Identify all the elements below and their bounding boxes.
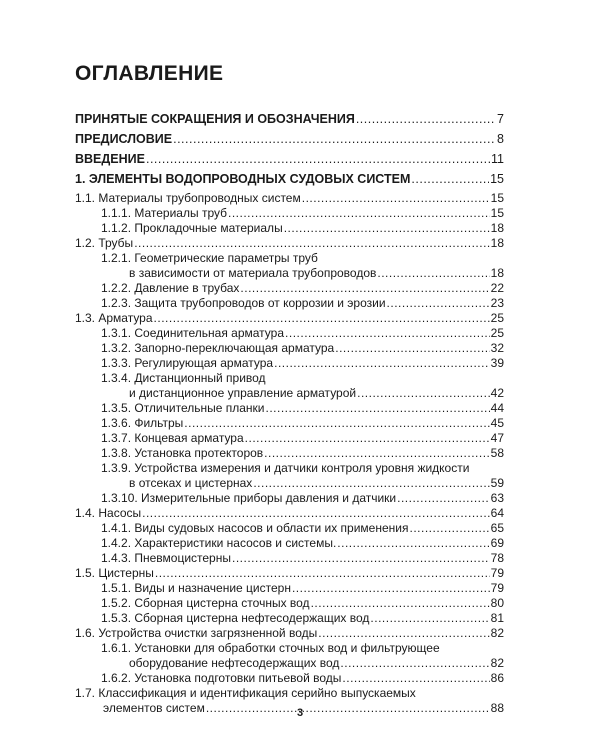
toc-entry-title-continued: элементов систем: [103, 701, 205, 715]
toc-entry-page: 18: [490, 266, 504, 280]
dot-leader: [356, 112, 496, 127]
toc-entry-page: 65: [490, 521, 504, 535]
toc-entry-page: 15: [490, 191, 504, 205]
dot-leader: [134, 236, 489, 251]
toc-entry-title: 1.4. Насосы: [75, 506, 142, 520]
table-of-contents: [75, 112, 504, 716]
dot-leader: [264, 446, 489, 461]
dot-leader: [285, 326, 490, 341]
toc-entry: [75, 446, 504, 461]
toc-entry: [75, 461, 504, 491]
dot-leader: [154, 311, 490, 326]
dot-leader: [142, 506, 490, 521]
toc-entry: [75, 296, 504, 311]
toc-entry: [75, 152, 504, 167]
toc-entry-title: ПРЕДИСЛОВИЕ: [75, 132, 173, 146]
toc-entry-page: 18: [490, 221, 504, 235]
dot-leader: [240, 281, 489, 296]
dot-leader: [370, 611, 489, 626]
toc-entry-title: 1.5. Цистерны: [75, 566, 154, 580]
toc-entry-page: 7: [497, 112, 504, 126]
toc-entry-page: 23: [490, 296, 504, 310]
dot-leader: [184, 416, 489, 431]
dot-leader: [228, 206, 490, 221]
toc-entry: [75, 491, 504, 506]
toc-entry-page: 69: [490, 536, 504, 550]
toc-entry-page: 39: [490, 356, 504, 370]
toc-entry-title: 1.3.10. Измерительные приборы давления и датчики: [101, 491, 397, 505]
toc-entry-title: ПРИНЯТЫЕ СОКРАЩЕНИЯ И ОБОЗНАЧЕНИЯ: [75, 112, 355, 126]
toc-entry-title: 1.6. Устройства очистки загрязненной воды: [75, 626, 318, 640]
toc-entry-title: 1.3.1. Соединительная арматура: [101, 326, 285, 340]
dot-leader: [292, 581, 490, 596]
toc-entry: [75, 221, 504, 236]
toc-entry: [75, 581, 504, 596]
toc-entry: [75, 401, 504, 416]
toc-entry: [75, 641, 504, 671]
toc-entry-page: 25: [490, 311, 504, 325]
toc-entry: [75, 172, 504, 187]
toc-entry-page: 42: [490, 386, 504, 400]
dot-leader: [318, 626, 489, 641]
toc-entry-page: 79: [490, 581, 504, 595]
dot-leader: [173, 132, 496, 147]
toc-entry: [75, 251, 504, 281]
toc-entry-page: 15: [490, 172, 504, 186]
toc-entry-title-continued: и дистанционное управление арматурой: [129, 386, 357, 400]
dot-leader: [342, 671, 489, 686]
toc-entry-title: 1.2. Трубы: [75, 236, 134, 250]
toc-entry: [75, 671, 504, 686]
dot-leader: [411, 172, 489, 187]
toc-entry-title: 1.3.9. Устройства измерения и датчики контроля уровня жидкости: [101, 461, 470, 475]
toc-entry-page: 78: [490, 551, 504, 565]
toc-entry: [75, 191, 504, 206]
dot-leader: [311, 596, 490, 611]
dot-leader: [253, 476, 489, 491]
toc-entry-page: 86: [490, 671, 504, 685]
toc-entry-title: 1.4.2. Характеристики насосов и системы.: [101, 536, 337, 550]
toc-entry-page: 15: [490, 206, 504, 220]
toc-entry-page: 32: [490, 341, 504, 355]
toc-entry: [75, 311, 504, 326]
toc-entry-page: 79: [490, 566, 504, 580]
toc-entry-title: 1.3.3. Регулирующая арматура: [101, 356, 274, 370]
toc-entry: [75, 206, 504, 221]
toc-entry-page: 82: [490, 626, 504, 640]
toc-entry-title: 1.3.4. Дистанционный привод: [101, 371, 266, 385]
toc-entry-page: 8: [497, 132, 504, 146]
toc-entry-title: 1.4.1. Виды судовых насосов и области их применения: [101, 521, 409, 535]
toc-entry: [75, 566, 504, 581]
toc-entry: [75, 132, 504, 147]
dot-leader: [266, 401, 490, 416]
toc-entry-title-continued: оборудование нефтесодержащих вод: [129, 656, 340, 670]
toc-entry-title: 1.2.3. Защита трубопроводов от коррозии и эрозии: [101, 296, 386, 310]
toc-entry-title: 1.3.2. Запорно-переключающая арматура: [101, 341, 335, 355]
dot-leader: [274, 356, 490, 371]
toc-entry-title-continued: в зависимости от материала трубопроводов: [129, 266, 377, 280]
toc-entry-page: 63: [490, 491, 504, 505]
toc-entry-title: 1.1. Материалы трубопроводных систем: [75, 191, 301, 205]
dot-leader: [387, 296, 490, 311]
toc-entry-page: 80: [490, 596, 504, 610]
page-number: 3: [296, 707, 304, 719]
dot-leader: [146, 152, 490, 167]
dot-leader: [357, 386, 490, 401]
toc-entry-page: 58: [490, 446, 504, 460]
toc-entry: [75, 596, 504, 611]
toc-entry-title: 1.1.1. Материалы труб: [101, 206, 227, 220]
toc-entry-page: 88: [490, 701, 504, 715]
toc-entry: [75, 521, 504, 536]
toc-entry: [75, 341, 504, 356]
toc-entry-title: 1.3.8. Установка протекторов: [101, 446, 264, 460]
toc-entry: [75, 506, 504, 521]
toc-entry-page: 25: [490, 326, 504, 340]
toc-entry-title: 1.7. Классификация и идентификация серийно выпускаемых: [75, 686, 416, 700]
toc-entry-page: 45: [490, 416, 504, 430]
toc-entry-title: 1.2.2. Давление в трубах: [101, 281, 240, 295]
dot-leader: [245, 431, 490, 446]
toc-entry: [75, 236, 504, 251]
toc-entry-title: 1. ЭЛЕМЕНТЫ ВОДОПРОВОДНЫХ СУДОВЫХ СИСТЕМ: [75, 172, 411, 186]
toc-entry: [75, 281, 504, 296]
toc-entry-title: 1.4.3. Пневмоцистерны: [101, 551, 231, 565]
toc-entry-title: 1.3. Арматура: [75, 311, 153, 325]
toc-entry-title: 1.6.2. Установка подготовки питьевой воды: [101, 671, 342, 685]
toc-entry: [75, 431, 504, 446]
toc-entry-title: 1.5.2. Сборная цистерна сточных вод: [101, 596, 310, 610]
toc-entry: [75, 551, 504, 566]
toc-entry: [75, 626, 504, 641]
toc-entry-page: 22: [490, 281, 504, 295]
toc-entry-title: 1.3.7. Концевая арматура: [101, 431, 244, 445]
toc-entry-page: 47: [490, 431, 504, 445]
toc-entry-title: 1.3.6. Фильтры: [101, 416, 184, 430]
dot-leader: [155, 566, 490, 581]
toc-entry-title: 1.1.2. Прокладочные материалы: [101, 221, 283, 235]
toc-entry-title: 1.6.1. Установки для обработки сточных вод и фильтрующее: [101, 641, 440, 655]
toc-entry-page: 11: [491, 152, 504, 166]
toc-entry: [75, 112, 504, 127]
dot-leader: [397, 491, 490, 506]
toc-entry-title: ВВЕДЕНИЕ: [75, 152, 145, 166]
toc-entry-title-continued: в отсеках и цистернах: [129, 476, 253, 490]
toc-entry: [75, 356, 504, 371]
toc-entry: [75, 416, 504, 431]
toc-entry: [75, 611, 504, 626]
page-title: ОГЛАВЛЕНИЕ: [75, 62, 224, 85]
dot-leader: [377, 266, 489, 281]
toc-entry-title: 1.5.3. Сборная цистерна нефтесодержащих вод: [101, 611, 370, 625]
toc-entry-page: 59: [490, 476, 504, 490]
toc-entry: [75, 371, 504, 401]
toc-entry: [75, 326, 504, 341]
dot-leader: [409, 521, 489, 536]
dot-leader: [340, 656, 489, 671]
toc-entry: [75, 536, 504, 551]
toc-entry-title: 1.2.1. Геометрические параметры труб: [101, 251, 318, 265]
dot-leader: [335, 341, 489, 356]
dot-leader: [302, 191, 490, 206]
dot-leader: [232, 551, 490, 566]
toc-entry-page: 18: [490, 236, 504, 250]
toc-entry-page: 81: [490, 611, 504, 625]
toc-entry-title: 1.5.1. Виды и назначение цистерн: [101, 581, 291, 595]
toc-entry-page: 82: [490, 656, 504, 670]
toc-entry-page: 64: [490, 506, 504, 520]
toc-entry-title: 1.3.5. Отличительные планки: [101, 401, 265, 415]
toc-entry-page: 44: [490, 401, 504, 415]
dot-leader: [337, 536, 489, 551]
dot-leader: [284, 221, 490, 236]
